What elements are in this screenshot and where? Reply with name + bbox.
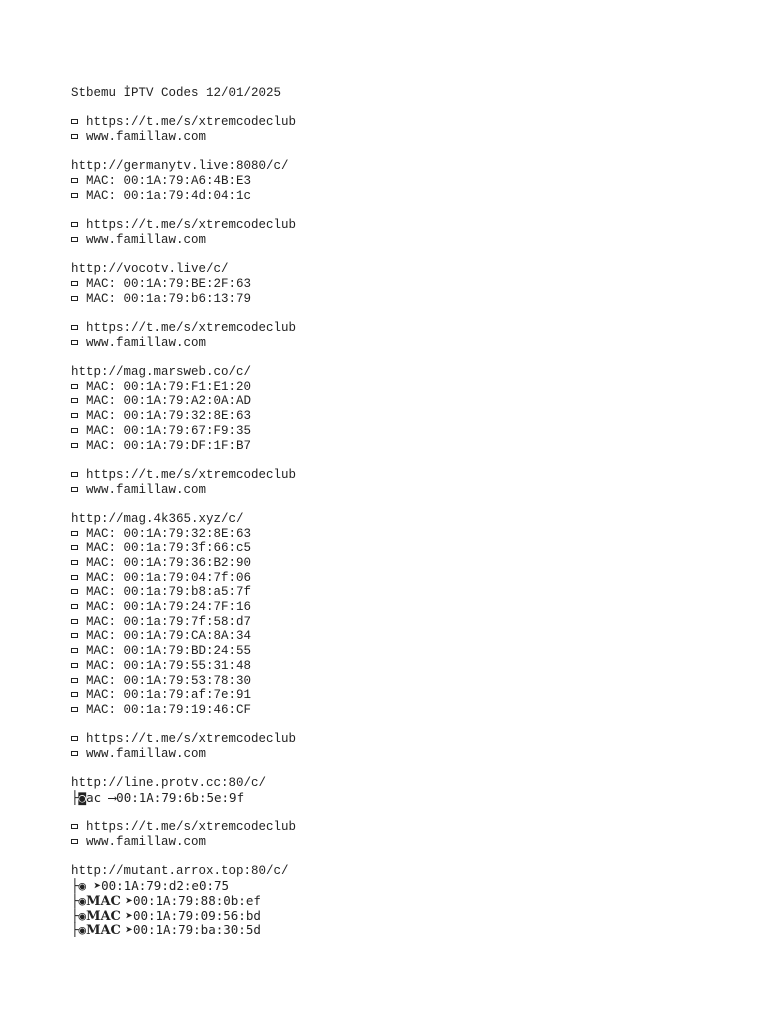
bullet-box-icon bbox=[71, 648, 78, 653]
bullet-box-icon bbox=[71, 678, 78, 683]
arrow-icon: ⟶ bbox=[108, 790, 117, 805]
mac-entry: MAC: 00:1a:79:b6:13:79 bbox=[71, 292, 296, 307]
mac-entry: MAC: 00:1A:79:67:F9:35 bbox=[71, 424, 296, 439]
document-title: Stbemu İPTV Codes 12/01/2025 bbox=[71, 86, 282, 100]
mac-entry: ├◉ ➤00:1A:79:d2:e0:75 bbox=[71, 878, 230, 894]
bullet-box-icon bbox=[71, 619, 78, 624]
bullet-box-icon bbox=[71, 134, 78, 139]
arrow-icon: ➤ bbox=[93, 878, 102, 894]
mac-entry: ├◙ac ⟶00:1A:79:6b:5e:9f bbox=[71, 790, 245, 805]
mac-entry: MAC: 00:1A:79:A6:4B:E3 bbox=[71, 174, 296, 189]
mac-entry: MAC: 00:1a:79:04:7f:06 bbox=[71, 571, 296, 586]
mac-entry: MAC: 00:1A:79:F1:E1:20 bbox=[71, 380, 296, 395]
bullet-box-icon bbox=[71, 340, 78, 345]
bullet-box-icon bbox=[71, 575, 78, 580]
bullet-box-icon bbox=[71, 472, 78, 477]
mac-entry: MAC: 00:1A:79:32:8E:63 bbox=[71, 527, 296, 542]
bullet-box-icon bbox=[71, 707, 78, 712]
list-item: https://t.me/s/xtremcodeclub bbox=[71, 321, 296, 336]
bullet-box-icon bbox=[71, 281, 78, 286]
arrow-icon: ➤ bbox=[125, 907, 133, 923]
mac-entry: MAC: 00:1A:79:32:8E:63 bbox=[71, 409, 296, 424]
bullet-box-icon bbox=[71, 545, 78, 550]
arrow-icon: ➤ bbox=[125, 892, 133, 908]
mac-entry: ├◉MAC ➤00:1A:79:ba:30:5d bbox=[71, 922, 261, 939]
server-url: http://vocotv.live/c/ bbox=[71, 262, 229, 277]
mac-entry: MAC: 00:1A:79:BD:24:55 bbox=[71, 644, 296, 659]
bullet-box-icon bbox=[71, 398, 78, 403]
bullet-box-icon bbox=[71, 839, 78, 844]
bullet-box-icon bbox=[71, 428, 78, 433]
server-url: http://mag.marsweb.co/c/ bbox=[71, 365, 252, 380]
mac-entry: ├◉MAC ➤00:1A:79:88:0b:ef bbox=[71, 892, 261, 909]
mac-entry: MAC: 00:1A:79:CA:8A:34 bbox=[71, 629, 296, 644]
bullet-box-icon bbox=[71, 384, 78, 389]
list-item: www.famillaw.com bbox=[71, 233, 296, 248]
tree-branch-icon: ├◉ bbox=[71, 878, 94, 894]
list-item: www.famillaw.com bbox=[71, 483, 296, 498]
bullet-box-icon bbox=[71, 824, 78, 829]
bullet-box-icon bbox=[71, 222, 78, 227]
bullet-box-icon bbox=[71, 296, 78, 301]
bullet-box-icon bbox=[71, 413, 78, 418]
bullet-box-icon bbox=[71, 443, 78, 448]
mac-entry: MAC: 00:1A:79:DF:1F:B7 bbox=[71, 439, 296, 454]
mac-entry: MAC: 00:1A:79:53:78:30 bbox=[71, 674, 296, 689]
bullet-box-icon bbox=[71, 692, 78, 697]
list-item: www.famillaw.com bbox=[71, 336, 296, 351]
list-item: www.famillaw.com bbox=[71, 835, 296, 850]
mac-entry: MAC: 00:1a:79:3f:66:c5 bbox=[71, 541, 296, 556]
list-item: https://t.me/s/xtremcodeclub bbox=[71, 218, 296, 233]
list-item: https://t.me/s/xtremcodeclub bbox=[71, 468, 296, 483]
mac-entry: MAC: 00:1A:79:A2:0A:AD bbox=[71, 394, 296, 409]
tree-branch-icon: ├◉ bbox=[71, 892, 87, 908]
server-url: http://mutant.arrox.top:80/c/ bbox=[71, 864, 289, 879]
list-item: https://t.me/s/xtremcodeclub bbox=[71, 820, 296, 835]
list-item: https://t.me/s/xtremcodeclub bbox=[71, 732, 296, 747]
tree-branch-icon: ├◉ bbox=[71, 922, 87, 938]
bullet-box-icon bbox=[71, 736, 78, 741]
bullet-box-icon bbox=[71, 237, 78, 242]
bullet-box-icon bbox=[71, 325, 78, 330]
bullet-box-icon bbox=[71, 560, 78, 565]
bullet-box-icon bbox=[71, 604, 78, 609]
mac-entry: MAC: 00:1a:79:7f:58:d7 bbox=[71, 615, 296, 630]
server-url: http://mag.4k365.xyz/c/ bbox=[71, 511, 244, 526]
mac-entry: MAC: 00:1A:79:36:B2:90 bbox=[71, 556, 296, 571]
bullet-box-icon bbox=[71, 663, 78, 668]
mac-entry: MAC: 00:1a:79:4d:04:1c bbox=[71, 189, 296, 204]
list-item: www.famillaw.com bbox=[71, 747, 296, 762]
list-item: https://t.me/s/xtremcodeclub bbox=[71, 115, 296, 130]
server-url: http://line.protv.cc:80/c/ bbox=[71, 776, 267, 791]
bullet-box-icon bbox=[71, 633, 78, 638]
bullet-box-icon bbox=[71, 531, 78, 536]
document-body bbox=[71, 86, 296, 938]
bullet-box-icon bbox=[71, 119, 78, 124]
mac-entry: MAC: 00:1A:79:55:31:48 bbox=[71, 659, 296, 674]
tree-branch-icon: ├◙ bbox=[71, 790, 87, 805]
arrow-icon: ➤ bbox=[125, 922, 133, 938]
mac-entry: MAC: 00:1a:79:19:46:CF bbox=[71, 703, 296, 718]
bullet-box-icon bbox=[71, 589, 78, 594]
mac-entry: ├◉MAC ➤00:1A:79:09:56:bd bbox=[71, 907, 261, 924]
list-item: www.famillaw.com bbox=[71, 130, 296, 145]
bullet-box-icon bbox=[71, 193, 78, 198]
mac-entry: MAC: 00:1A:79:BE:2F:63 bbox=[71, 277, 296, 292]
mac-entry: MAC: 00:1A:79:24:7F:16 bbox=[71, 600, 296, 615]
bullet-box-icon bbox=[71, 751, 78, 756]
tree-branch-icon: ├◉ bbox=[71, 907, 87, 923]
server-url: http://germanytv.live:8080/c/ bbox=[71, 159, 289, 174]
bullet-box-icon bbox=[71, 487, 78, 492]
mac-entry: MAC: 00:1a:79:af:7e:91 bbox=[71, 688, 296, 703]
bullet-box-icon bbox=[71, 178, 78, 183]
mac-entry: MAC: 00:1a:79:b8:a5:7f bbox=[71, 585, 296, 600]
